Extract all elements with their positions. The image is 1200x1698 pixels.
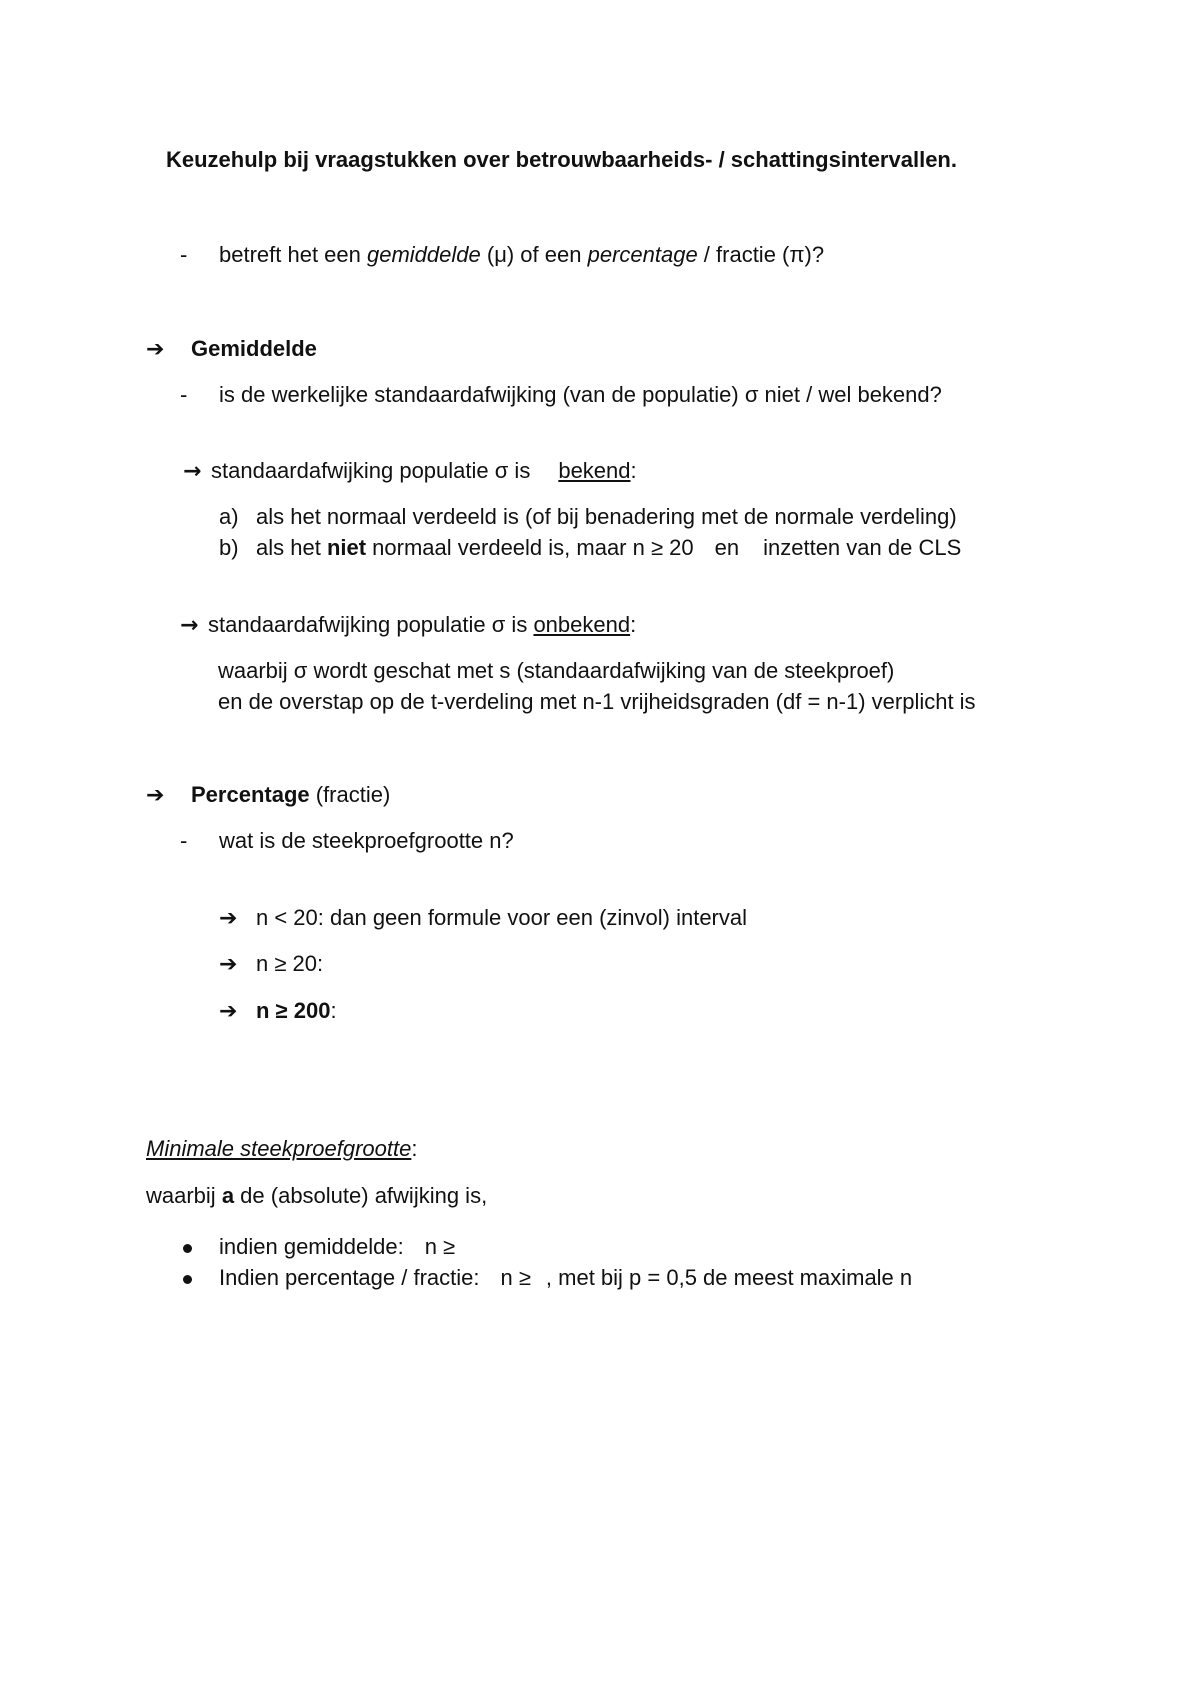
minimal-colon: : <box>411 1136 418 1161</box>
arrow-icon: ➔ <box>219 999 238 1024</box>
known-sigma-row <box>183 460 637 483</box>
gemiddelde-question: is de werkelijke standaardafwijking (van de populatie) σ niet / wel bekend? <box>219 382 942 407</box>
q1-pre: betreft het een <box>219 242 367 267</box>
option-2-text: n ≥ 20: <box>256 951 324 976</box>
minimal-heading: Minimale steekproefgrootte <box>146 1136 412 1161</box>
dash-marker: - <box>180 382 188 407</box>
bullet-percentage-label: Indien percentage / fractie: <box>219 1265 480 1290</box>
minimal-bold: a <box>221 1183 235 1208</box>
option-3-colon: : <box>330 998 337 1023</box>
arrow-icon: ➔ <box>219 952 238 977</box>
bullet-percentage-post: , met bij p = 0,5 de meest maximale n <box>545 1265 913 1290</box>
unknown-colon: : <box>630 612 637 637</box>
page-title: Keuzehulp bij vraagstukken over betrouwbaarheids- / schattingsintervallen. <box>166 147 957 172</box>
known-sigma-text: standaardafwijking populatie σ is <box>211 458 531 483</box>
bullet-percentage-expr: n ≥ <box>500 1265 531 1290</box>
bullet-mean-label: indien gemiddelde: <box>219 1234 404 1259</box>
bullet-icon <box>183 1275 192 1284</box>
arrow-icon: ➔ <box>146 783 165 808</box>
percentage-option-2 <box>219 953 323 976</box>
gemiddelde-heading-row <box>146 338 317 361</box>
option-a-text: als het normaal verdeeld is (of bij benadering met de normale verdeling) <box>256 504 957 529</box>
option-b-bold: niet <box>326 535 367 560</box>
option-b-pre: als het <box>256 535 327 560</box>
unknown-sigma-text: standaardafwijking populatie σ is <box>208 612 534 637</box>
unknown-line-1: waarbij σ wordt geschat met s (standaardafwijking van de steekproef) <box>218 658 895 683</box>
option-b-post: normaal verdeeld is, maar n ≥ 20 <box>366 535 694 560</box>
option-b-label: b) <box>219 535 239 560</box>
known-colon: : <box>630 458 637 483</box>
option-b-en: en <box>714 535 740 560</box>
percentage-question: wat is de steekproefgrootte n? <box>219 828 514 853</box>
bullet-percentage <box>183 1267 912 1289</box>
q1-post: / fractie (π)? <box>697 242 825 267</box>
option-a-label: a) <box>219 504 239 529</box>
option-1-text: n < 20: dan geen formule voor een (zinvol) interval <box>256 905 748 930</box>
minimal-post: de (absolute) afwijking is, <box>234 1183 488 1208</box>
percentage-heading: Percentage <box>191 782 310 807</box>
option-b-text <box>256 537 961 559</box>
gemiddelde-heading: Gemiddelde <box>191 336 317 361</box>
arrow-icon: → <box>180 613 199 638</box>
percentage-option-1 <box>219 907 747 930</box>
percentage-heading-row <box>146 784 390 807</box>
bullet-icon <box>183 1244 192 1253</box>
arrow-icon: ➔ <box>146 337 165 362</box>
minimal-pre: waarbij <box>146 1183 222 1208</box>
option-b-end: inzetten van de CLS <box>763 535 962 560</box>
unknown-line-2: en de overstap op de t-verdeling met n-1 vrijheidsgraden (df = n-1) verplicht is <box>218 689 976 714</box>
known-word: bekend <box>558 458 631 483</box>
q1-percentage: percentage <box>587 242 698 267</box>
arrow-icon: ➔ <box>219 906 238 931</box>
arrow-icon: → <box>183 459 202 484</box>
question-mean-or-percentage <box>219 244 824 266</box>
percentage-option-3 <box>219 1000 337 1023</box>
option-3-bold: n ≥ 200 <box>256 998 331 1023</box>
q1-gemiddelde: gemiddelde <box>367 242 481 267</box>
minimal-description <box>146 1185 487 1207</box>
dash-marker: - <box>180 828 188 853</box>
minimal-heading-row <box>146 1138 417 1160</box>
unknown-sigma-row <box>180 614 636 637</box>
bullet-mean <box>183 1236 455 1258</box>
unknown-word: onbekend <box>533 612 631 637</box>
bullet-mean-expr: n ≥ <box>424 1234 456 1259</box>
dash-marker: - <box>180 242 188 267</box>
q1-mid: (μ) of een <box>480 242 588 267</box>
percentage-heading-suffix: (fractie) <box>309 782 391 807</box>
